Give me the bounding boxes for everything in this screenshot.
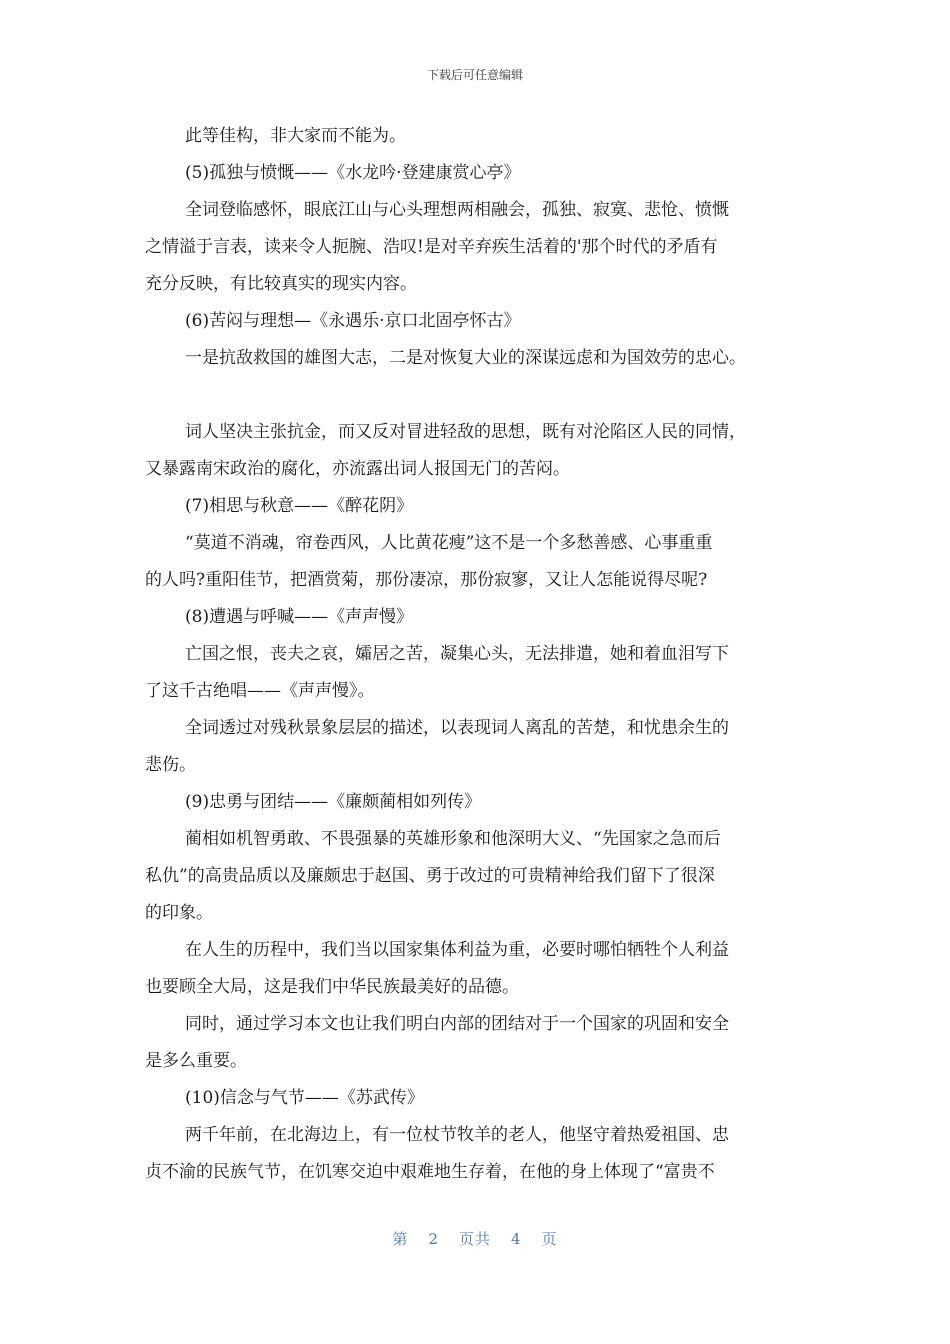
page-header: 下载后可任意编辑 bbox=[426, 68, 523, 82]
paragraph-line: 了这千古绝唱——《声声慢》。 bbox=[145, 681, 375, 701]
paragraph-line: “莫道不消魂，帘卷西风，人比黄花瘦”这不是一个多愁善感、心事重重 bbox=[185, 533, 713, 553]
footer-of-label: 页共 bbox=[458, 1230, 491, 1248]
paragraph-line: 悲伤。 bbox=[145, 755, 196, 775]
section-heading: (5)孤独与愤慨——《水龙吟·登建康赏心亭》 bbox=[185, 163, 521, 183]
paragraph-line: 全词登临感怀，眼底江山与心头理想两相融会，孤独、寂寞、悲怆、愤慨 bbox=[185, 200, 729, 220]
section-heading: (6)苦闷与理想—《永遇乐·京口北固亭怀古》 bbox=[185, 311, 521, 331]
footer-total-pages: 4 bbox=[511, 1230, 522, 1248]
paragraph-line: 充分反映，有比较真实的现实内容。 bbox=[145, 274, 417, 294]
footer-end-label: 页 bbox=[541, 1230, 558, 1248]
paragraph-line: 全词透过对残秋景象层层的描述，以表现词人离乱的苦楚，和忧患余生的 bbox=[185, 718, 729, 738]
paragraph-line: 在人生的历程中，我们当以国家集体利益为重，必要时哪怕牺牲个人利益 bbox=[185, 940, 729, 960]
blank-line bbox=[145, 377, 810, 414]
footer-page-number: 2 bbox=[428, 1230, 439, 1248]
paragraph-line: 贞不渝的民族气节，在饥寒交迫中艰难地生存着，在他的身上体现了“富贵不 bbox=[145, 1162, 715, 1182]
paragraph-line: 的人吗?重阳佳节，把酒赏菊，那份凄凉，那份寂寥，又让人怎能说得尽呢? bbox=[145, 570, 708, 590]
footer-page-label: 第 bbox=[392, 1230, 409, 1248]
paragraph-line: 两千年前，在北海边上，有一位杖节牧羊的老人，他坚守着热爱祖国、忠 bbox=[185, 1125, 729, 1145]
paragraph-line: 蔺相如机智勇敢、不畏强暴的英雄形象和他深明大义、“先国家之急而后 bbox=[185, 829, 721, 849]
paragraph-line: 也要顾全大局，这是我们中华民族最美好的品德。 bbox=[145, 977, 519, 997]
paragraph-line: 又暴露南宋政治的腐化，亦流露出词人报国无门的苦闷。 bbox=[145, 459, 570, 479]
page-footer bbox=[0, 1228, 950, 1249]
section-heading: (8)遭遇与呼喊——《声声慢》 bbox=[185, 607, 414, 627]
paragraph-line: 之情溢于言表，读来令人扼腕、浩叹!是对辛弃疾生活着的'那个时代的矛盾有 bbox=[145, 237, 718, 257]
paragraph-line: 一是抗敌救国的雄图大志，二是对恢复大业的深谋远虑和为国效劳的忠心。 bbox=[185, 348, 746, 368]
paragraph-line: 私仇”的高贵品质以及廉颇忠于赵国、勇于改过的可贵精神给我们留下了很深 bbox=[145, 866, 715, 886]
document-body bbox=[145, 118, 810, 1191]
paragraph-line: 亡国之恨，丧夫之哀，孀居之苦，凝集心头，无法排遣，她和着血泪写下 bbox=[185, 644, 729, 664]
paragraph-line: 的印象。 bbox=[145, 903, 213, 923]
paragraph-line: 词人坚决主张抗金，而又反对冒进轻敌的思想，既有对沦陷区人民的同情， bbox=[185, 422, 746, 442]
paragraph-line: 同时，通过学习本文也让我们明白内部的团结对于一个国家的巩固和安全 bbox=[185, 1014, 729, 1034]
section-heading: (10)信念与气节——《苏武传》 bbox=[185, 1088, 424, 1108]
paragraph-line: 此等佳构，非大家而不能为。 bbox=[185, 126, 406, 146]
paragraph-line: 是多么重要。 bbox=[145, 1051, 247, 1071]
section-heading: (9)忠勇与团结——《廉颇蔺相如列传》 bbox=[185, 792, 482, 812]
section-heading: (7)相思与秋意——《醉花阴》 bbox=[185, 496, 414, 516]
